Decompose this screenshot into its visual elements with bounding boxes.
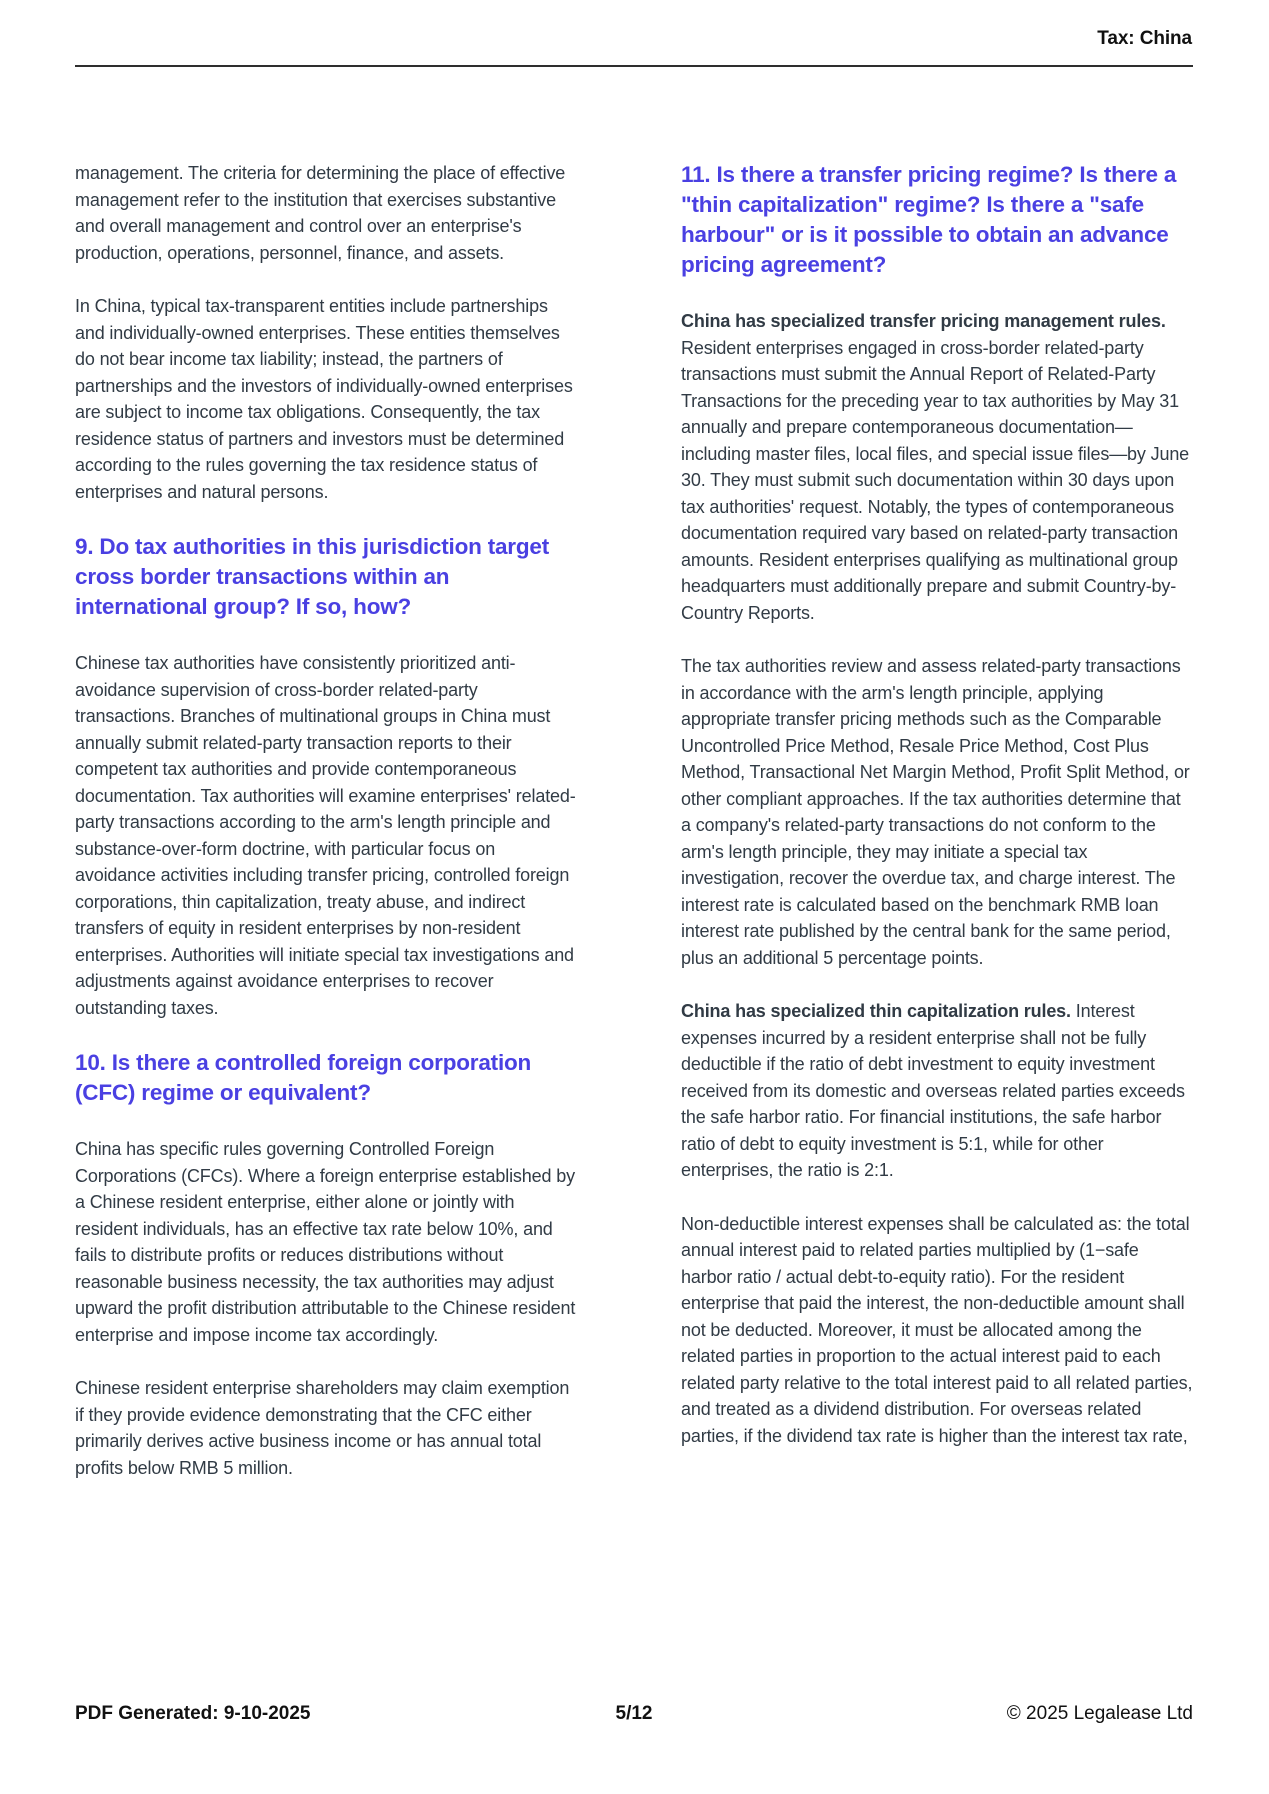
heading-question-11: 11. Is there a transfer pricing regime? Is there a "thin capitalization" regime? Is there a "safe harbour" or is it possible to obtain an advance pricing agreement? (681, 162, 1177, 277)
transfer-pricing-lead-sentence: China has specialized transfer pricing management rules. (681, 311, 1166, 331)
paragraph-arms-length-review: The tax authorities review and assess related-party transactions in accordance with the arm's length principle, applying appropriate transfer pricing methods such as the Comparable Uncontrolled Price Method, Resale Price Method, Cost Plus Method, Transactional Net Margin Method, Profit Split Method, or other compliant approaches. If the tax authorities determine that a company's related-party transactions do not conform to the arm's length principle, they may initiate a special tax investigation, recover the overdue tax, and charge interest. The interest rate is calculated based on the benchmark RMB loan interest rate published by the central bank for the same period, plus an additional 5 percentage points. (681, 656, 1190, 968)
footer-page-number: 5/12 (615, 1703, 653, 1724)
paragraph-question-9-answer: Chinese tax authorities have consistently prioritized anti-avoidance supervision of cross-border related-party transactions. Branches of multinational groups in China must annually submit related-party transaction reports to their competent tax authorities and provide contemporaneous documentation. Tax authorities will examine enterprises' related-party transactions according to the arm's length principle and substance-over-form doctrine, with particular focus on avoidance activities including transfer pricing, controlled foreign corporations, thin capitalization, treaty abuse, and indirect transfers of equity in resident enterprises by non-resident enterprises. Authorities will initiate special tax investigations and adjustments against avoidance enterprises to recover outstanding taxes. (75, 653, 576, 1018)
paragraph-tax-transparent-entities: In China, typical tax-transparent entities include partnerships and individually-owned enterprises. These entities themselves do not bear income tax liability; instead, the partners of partnerships and the investors of individually-owned enterprises are subject to income tax obligations. Consequently, the tax residence status of partners and investors must be determined according to the rules governing the tax residence status of enterprises and natural persons. (75, 296, 573, 502)
paragraph-non-deductible-interest: Non-deductible interest expenses shall be calculated as: the total annual interest paid to related parties multiplied by (1−safe harbor ratio / actual debt-to-equity ratio). For the resident enterprise that paid the interest, the non-deductible amount shall not be deducted. Moreover, it must be allocated among the related parties in proportion to the actual interest paid to each related party relative to the total interest paid to all related parties, and treated as a dividend distribution. For overseas related parties, if the dividend tax rate is higher than the interest tax rate, (681, 1213, 1193, 1446)
heading-question-9: 9. Do tax authorities in this jurisdiction target cross border transactions within an international group? If so, how? (75, 534, 550, 619)
paragraph-effective-management: management. The criteria for determining the place of effective management refer to the institution that exercises substantive and overall management and control over an enterprise's production, operations, personnel, finance, and assets. (75, 163, 566, 263)
header-divider (75, 65, 1193, 67)
thin-capitalization-lead-sentence: China has specialized thin capitalization rules. (681, 1001, 1071, 1021)
heading-question-10: 10. Is there a controlled foreign corporation (CFC) regime or equivalent? (75, 1050, 532, 1105)
footer-copyright: © 2025 Legalease Ltd (1006, 1703, 1193, 1724)
paragraph-thin-capitalization-rules (681, 998, 1193, 1184)
right-column (681, 160, 1193, 1508)
thin-capitalization-body-text: Interest expenses incurred by a resident enterprise shall not be fully deductible if the ratio of debt investment to equity investment received from its domestic and overseas related parties exceeds the safe harbor ratio. For financial institutions, the safe harbor ratio of debt to equity investment is 5:1, while for other enterprises, the ratio is 2:1. (681, 1001, 1185, 1180)
footer-pdf-generated-date: PDF Generated: 9-10-2025 (75, 1703, 311, 1724)
page-title: Tax: China (1097, 28, 1192, 49)
page-footer (75, 1703, 1193, 1725)
transfer-pricing-body-text: Resident enterprises engaged in cross-border related-party transactions must submit the Annual Report of Related-Party Transactions for the preceding year to tax authorities by May 31 annually and prepare contemporaneous documentation—including master files, local files, and special issue files—by June 30. They must submit such documentation within 30 days upon tax authorities' request. Notably, the types of contemporaneous documentation required vary based on related-party transaction amounts. Resident enterprises qualifying as multinational group headquarters must additionally prepare and submit Country-by-Country Reports. (681, 337, 1190, 623)
paragraph-cfc-exemption: Chinese resident enterprise shareholders may claim exemption if they provide evidence demonstrating that the CFC either primarily derives active business income or has annual total profits below RMB 5 million. (75, 1378, 570, 1478)
paragraph-question-10-answer: China has specific rules governing Controlled Foreign Corporations (CFCs). Where a foreign enterprise established by a Chinese resident enterprise, either alone or jointly with resident individuals, has an effective tax rate below 10%, and fails to distribute profits or reduces distributions without reasonable business necessity, the tax authorities may adjust upward the profit distribution attributable to the Chinese resident enterprise and impose income tax accordingly. (75, 1139, 576, 1345)
document-body (75, 160, 1193, 1508)
left-column (75, 160, 580, 1508)
paragraph-transfer-pricing-rules (681, 308, 1193, 626)
